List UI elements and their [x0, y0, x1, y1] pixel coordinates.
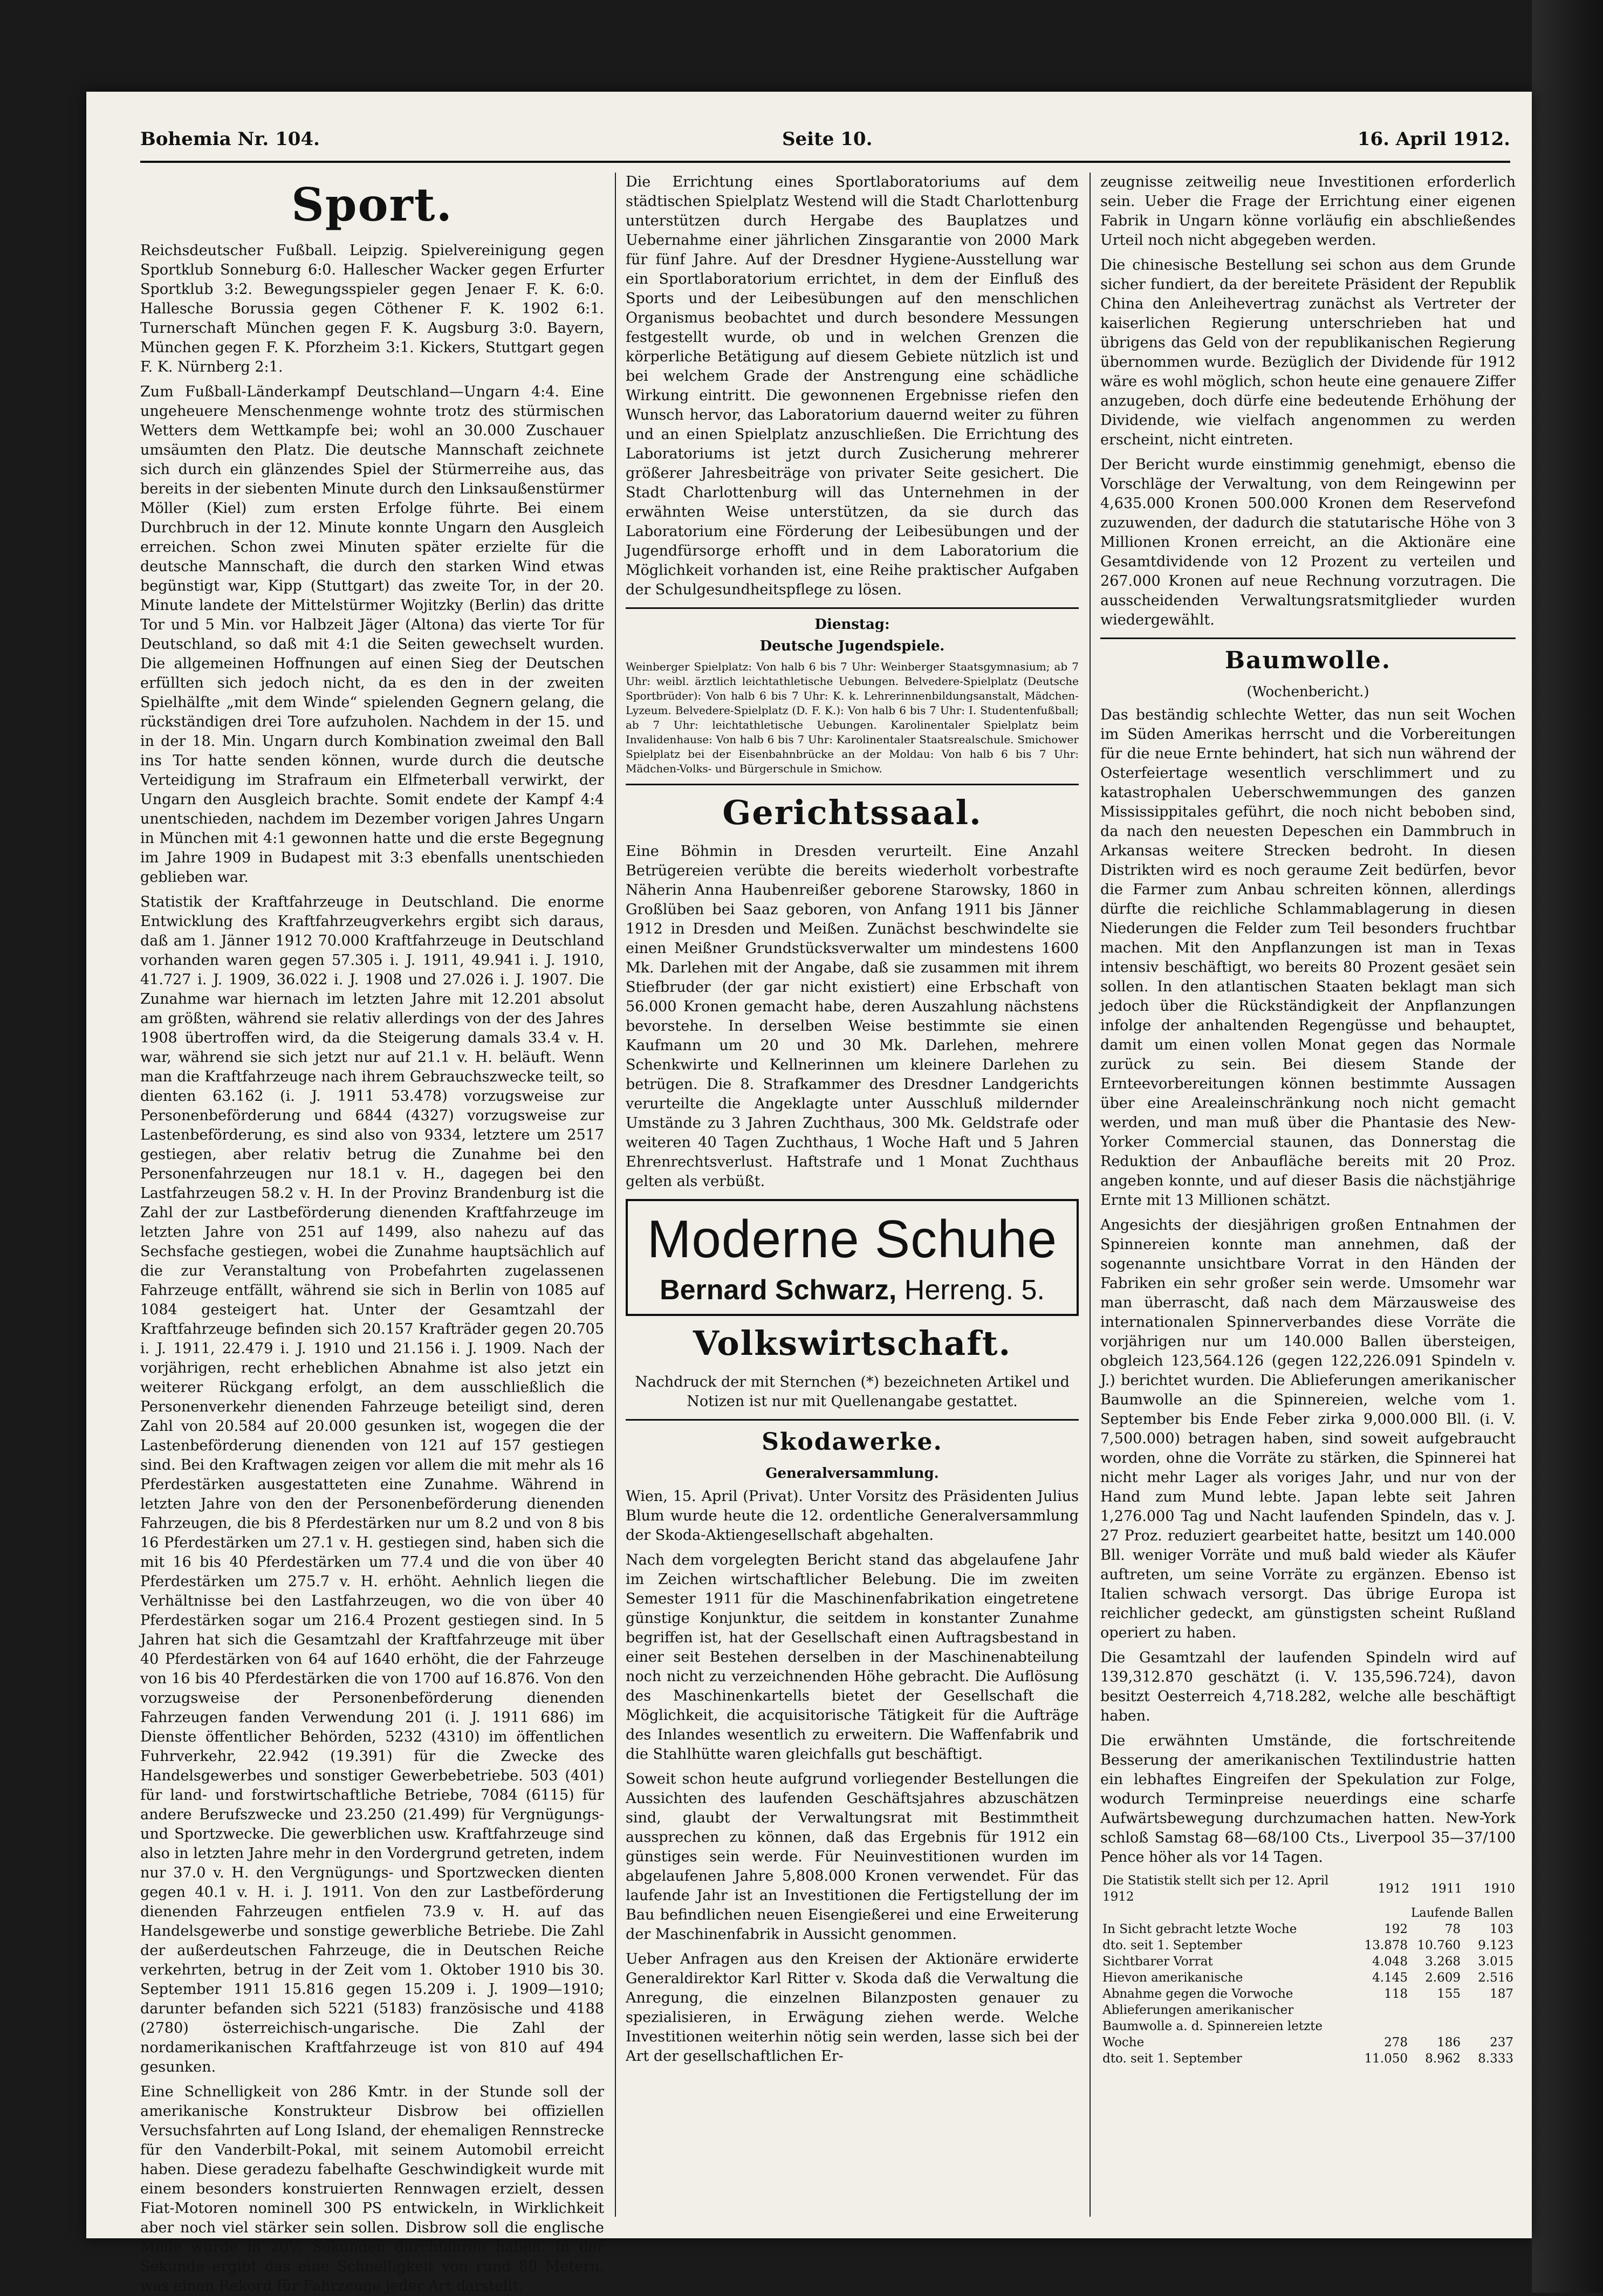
row-label: Hievon amerikanische: [1102, 1971, 1243, 1985]
column-1: [140, 173, 604, 2294]
column-divider: [615, 173, 616, 2217]
sport-paragraph: Zum Fußball-Länderkampf Deutschland—Ungarn 4:4. Eine ungeheuere Menschenmenge wohnte trotz des stürmischen Wetters dem Wettkampfe bei; wohl an 30.000 Zuschauer umsäumten den Platz. Die deutsche Mannschaft zeichnete sich durch ein glänzendes Spiel der Stürmerreihe aus, das bereits in der siebenten Minute durch den Linksaußenstürmer Möller (Kiel) zum ersten Erfolge führte. Bei einem Durchbruch in der 12. Minute konnte Ungarn den Ausgleich erreichen. Schon zwei Minuten später erzielte für die deutsche Mannschaft, die durch den starken Wind etwas begünstigt war, Kipp (Stuttgart) das zweite Tor, in der 20. Minute landete der Mittelstürmer Wojitzky (Berlin) das dritte Tor und 5 Min. vor Halbzeit Jäger (Altona) das vierte Tor für Deutschland, so daß mit 4:1 die Seiten gewechselt wurden. Die allgemeinen Hoffnungen auf einen Sieg der Deutschen erfüllten sich jedoch nicht, da es den in der zweiten Spielhälfte „mit dem Winde“ spielenden Gegnern gelang, die rückständigen drei Tore aufzuholen. Nachdem in der 15. und in der 18. Min. Ungarn durch Kombination zweimal den Ball ins Tor hatte senden können, wurde durch die deutsche Verteidigung im Strafraum ein Elfmeterball verwirkt, der Ungarn den Ausgleich brachte. Somit endete der Kampf 4:4 unentschieden, nachdem im Dezember vorigen Jahres Ungarn in München mit 4:1 gewonnen hatte und die erste Begegnung im Jahre 1909 in Budapest mit 3:3 ebenfalls unentschieden geblieben war.: [140, 383, 604, 886]
cell-value: 9.123: [1478, 1938, 1513, 1952]
row-label: dto. seit 1. September: [1102, 2052, 1242, 2066]
row-label: Ablieferungen amerikanischer Baumwolle a. d. Spinnereien letzte Woche: [1102, 2003, 1323, 2050]
ad-title: Moderne Schuhe: [647, 1209, 1058, 1269]
page-header: [140, 124, 1510, 156]
row-label: dto. seit 1. September: [1102, 1938, 1242, 1952]
table-row: [1100, 1970, 1516, 1986]
baumwolle-paragraph: Angesichts der diesjährigen großen Entnahmen der Spinnereien konnte man annehmen, daß der sogenannte unsichtbare Vorrat in den Händen der Fabriken ein sehr großer sein werde. Umsomehr war man überrascht, daß nach dem Märzausweise des internationalen Spinnerverbandes diese Vorräte die vorjährigen nur um 140.000 Ballen übersteigen, obgleich 123,564.126 (gegen 122,226.091 Spindeln v. J.) berichtet wurden. Die Ablieferungen amerikanischer Baumwolle an die Spinnereien, welche vom 1. September bis Ende Feber zirka 9,000.000 Bll. (i. V. 7,500.000) betragen haben, sind soweit aufgebraucht worden, ohne die Vorräte zu stärken, die Spinnerei hat nicht mehr Lager als voriges Jahr, und nur von der Hand zum Mund lebte. Japan lebte seit Jahren 1,276.000 Tag und Nacht laufenden Spindeln, das v. J. 27 Proz. reduziert gearbeitet hatte, besitzt um 140.000 Bll. weniger Vorräte und muß bald wieder als Käufer auftreten, um seine Vorräte zu ergänzen. Ebenso ist Italien schwach versorgt. Das übrige Europa ist reichlicher gedeckt, am günstigsten scheint Rußland operiert zu haben.: [1100, 1217, 1516, 1641]
cell-value: 237: [1490, 2035, 1513, 2050]
table-row: [1100, 2002, 1516, 2051]
cell-value: 8.962: [1425, 2052, 1461, 2066]
cell-value: 103: [1490, 1922, 1513, 1936]
baumwolle-paragraph: Das beständig schlechte Wetter, das nun seit Wochen im Süden Amerikas herrscht und die Vorbereitungen für die neue Ernte behindert, hat sich nun während der Osterfeiertage wesentlich verschlimmert und zu katastrophalen Ueberschwemmungen des ganzen Mississippitales geführt, die noch nicht beboben sind, da nach den neuesten Depeschen ein Dammbruch in Arkansas weitere Strecken bedroht. In diesen Distrikten wird es noch geraume Zeit bedürfen, bevor die Farmer zum Anbau schreiten können, allerdings dürfte die reichliche Schlammablagerung in diesen Niederungen die Felder zum Teil besonders fruchtbar machen. Mit den Anpflanzungen ist man in Texas intensiv beschäftigt, wo bereits 80 Prozent gesäet sein sollen. In den atlantischen Staaten beklagt man sich jedoch über die Rückständigkeit der Anpflanzungen infolge der anhaltenden Regengüsse und behauptet, damit um einen vollen Monat gegen das Normale zurück zu sein. Bei diesem Stande der Ernteevorbereitungen können bestimmte Aussagen über eine Arealeinschränkung noch nicht gemacht werden, und man muß über die Phantasie des New-Yorker Commercial staunen, das Donnerstag die Reduktion der Anbaufläche bereits mit 20 Proz. angeben konnte, und auf dieser Basis die nächstjährige Ernte mit 13 Millionen schätzt.: [1100, 707, 1516, 1209]
header-date: 16. April 1912.: [1357, 128, 1510, 150]
skoda-title: Skodawerke.: [762, 1428, 943, 1456]
cell-value: 8.333: [1478, 2052, 1513, 2066]
skoda-subtitle: Generalversammlung.: [765, 1465, 939, 1482]
header-page-number: Seite 10.: [782, 128, 873, 150]
ad-contact: [639, 1274, 1066, 1306]
ad-address: Herreng. 5.: [904, 1274, 1045, 1306]
table-row: [1100, 1954, 1516, 1970]
cell-value: 2.516: [1478, 1971, 1513, 1985]
jugend-subtitle: Deutsche Jugendspiele.: [759, 638, 945, 654]
cell-value: 78: [1444, 1922, 1461, 1936]
cell-value: 13.878: [1364, 1938, 1408, 1952]
skoda-paragraph: Wien, 15. April (Privat). Unter Vorsitz des Präsidenten Julius Blum wurde heute die 12. ordentliche Generalversammlung der Skoda-Aktiengesellschaft abgehalten.: [626, 1488, 1079, 1544]
column-divider: [1090, 173, 1091, 2217]
skoda-continued: Die chinesische Bestellung sei schon aus dem Grunde sicher fundiert, da der bereitete Präsident der Republik China den Anleihevertrag zunächst als Vertreter der kaiserlichen Regierung unterschrieben hat und übrigens das Geld von der republikanischen Regierung übernommen wurde. Bezüglich der Dividende für 1912 wäre es wohl möglich, schon heute eine genauere Ziffer anzugeben, doch dürfe eine bedeutende Erhöhung der Dividende, wie vielfach angenommen zu werden erscheint, nicht eintreten.: [1100, 257, 1516, 448]
year-header: 1911: [1430, 1882, 1462, 1896]
newspaper-page: [86, 92, 1532, 2294]
row-label: In Sicht gebracht letzte Woche: [1102, 1922, 1297, 1936]
table-header-row: [1100, 1873, 1516, 1905]
stats-intro: Die Statistik stellt sich per 12. April 1912: [1102, 1874, 1329, 1904]
stats-unit: Laufende Ballen: [1410, 1906, 1513, 1920]
skoda-paragraph: Ueber Anfragen aus den Kreisen der Aktionäre erwiderte Generaldirektor Karl Ritter v. Skoda daß die Verwaltung die Anregung, die einzelnen Bilanzposten genauer zu spezialisieren, in Erwägung ziehen werde. Welche Investitionen weiterhin nötig sein werden, lasse sich bei der Art der gesellschaftlichen Er-: [626, 1951, 1079, 2065]
cell-value: 192: [1384, 1922, 1408, 1936]
header-rule: [140, 161, 1510, 163]
cell-value: 10.760: [1417, 1938, 1461, 1952]
section-title-sport: Sport.: [291, 178, 453, 231]
sport-paragraph: Reichsdeutscher Fußball. Leipzig. Spielvereinigung gegen Sportklub Sonneburg 6:0. Hallescher Wacker gegen Erfurter Sportklub 3:2. Bewegungsspieler gegen Jenaer F. K. 6:0. Hallesche Borussia gegen Cöthener F. K. 1902 6:1. Turnerschaft München gegen F. K. Augsburg 3:0. Bayern, München gegen F. K. Pforzheim 3:1. Kickers, Stuttgart gegen F. K. Nürnberg 2:1.: [140, 242, 604, 375]
cotton-statistics-table: [1100, 1873, 1516, 2067]
advertisement: [626, 1199, 1079, 1316]
cell-value: 3.015: [1478, 1955, 1513, 1969]
divider: [626, 784, 1079, 785]
scan-border: [1532, 0, 1603, 2293]
table-row: [1100, 2051, 1516, 2067]
skoda-continued: zeugnisse zeitweilig neue Investitionen erforderlich sein. Ueber die Frage der Errichtung einer eigenen Fabrik in Ungarn könne vorläufig ein abschließendes Urteil noch nicht abgegeben werden.: [1100, 174, 1516, 249]
cell-value: 11.050: [1364, 2052, 1408, 2066]
sportlab-article: Die Errichtung eines Sportlaboratoriums auf dem städtischen Spielplatz Westend will die Stadt Charlottenburg unterstützen durch Hergabe des Bauplatzes und Uebernahme einer jährlichen Zinsgarantie von 2000 Mark für fünf Jahre. Auf der Dresdner Hygiene-Ausstellung war ein Sportlaboratorium errichtet, in dem der Einfluß des Sports und der Leibesübungen auf den menschlichen Organismus beobachtet und durch besondere Messungen festgestellt wurde, ob und in welchen Grenzen die körperliche Betätigung auf diesem Gebiete nützlich ist und bei welchem Grade der Anstrengung eine schädliche Wirkung eintritt. Die gewonnenen Ergebnisse riefen den Wunsch hervor, das Laboratorium dauernd weiter zu führen und an einen Spielplatz anzuschließen. Die Errichtung des Laboratoriums ist jetzt durch Zusicherung mehrerer größerer Jahresbeiträge von privater Seite gesichert. Die Stadt Charlottenburg will das Unternehmen in der erwähnten Weise unterstützen, da sie durch das Laboratorium eine Förderung der Leibesübungen und der Jugendfürsorge erhofft und in dem Laboratorium die Möglichkeit vorhanden ist, eine Reihe praktischer Aufgaben der Schulgesundheitspflege zu lösen.: [626, 174, 1079, 598]
divider: [1100, 638, 1516, 639]
cell-value: 3.268: [1425, 1955, 1461, 1969]
year-header: 1910: [1483, 1882, 1515, 1896]
column-3: [1100, 173, 1516, 2217]
gericht-article: Eine Böhmin in Dresden verurteilt. Eine Anzahl Betrügereien verübte die bereits wiederholt vorbestrafte Näherin Anna Haubenreißer geborene Starowsky, 1860 in Großlüben bei Saaz geboren, von Anfang 1911 bis Jänner 1912 in Dresden und Meißen. Zunächst beschwindelte sie einen Meißner Grundstücksverwalter um mindestens 1600 Mk. Darlehen mit der Angabe, daß sie zusammen mit ihrem Stiefbruder (der gar nicht existiert) eine Erbschaft von 56.000 Kronen gemacht habe, deren Auszahlung nächstens bevorstehe. In derselben Weise bestimmte sie einen Kaufmann um 20 und 30 Mk. Darlehen, mehrere Schenkwirte und Kellnerinnen um kleinere Darlehen zu betrügen. Die 8. Strafkammer des Dresdner Landgerichts verurteilte die Angeklagte unter Ausschluß mildernder Umstände zu 3 Jahren Zuchthaus, 300 Mk. Geldstrafe oder weiteren 40 Tagen Zuchthaus, 1 Woche Haft und 5 Jahren Ehrenrechtsverlust. Haftstrafe und 1 Monat Zuchthaus gelten als verbüßt.: [626, 843, 1079, 1190]
jugend-title: Dienstag:: [814, 616, 890, 633]
baumwolle-paragraph: Die Gesamtzahl der laufenden Spindeln wird auf 139,312.870 geschätzt (i. V. 135,596.724), davon besitzt Oesterreich 4,718.282, welche alle beschäftigt haben.: [1100, 1649, 1516, 1724]
cell-value: 2.609: [1425, 1971, 1461, 1985]
section-title-gerichtssaal: Gerichtssaal.: [722, 793, 982, 832]
cell-value: 186: [1437, 2035, 1461, 2050]
ad-name: Bernard Schwarz,: [660, 1274, 897, 1306]
column-2: [626, 173, 1079, 2217]
baumwolle-paragraph: Die erwähnten Umstände, die fortschreitende Besserung der amerikanischen Textilindustrie hatten ein lebhaftes Eingreifen der Spekulation zur Folge, wodurch Terminpreise neuerdings eine scharfe Aufwärtsbewegung durchzumachen hatten. New-York schloß Samstag 68—68/100 Cts., Liverpool 35—37/100 Pence höher als vor 14 Tagen.: [1100, 1732, 1516, 1866]
skoda-paragraph: Soweit schon heute aufgrund vorliegender Bestellungen die Aussichten des laufenden Geschäftsjahres abzuschätzen sind, glaubt der Verwaltungsrat mit Bestimmtheit aussprechen zu können, daß das Ergebnis für 1912 ein günstiges sein werde. Für Neuinvestitionen wurden im abgelaufenen Jahre 5,808.000 Kronen verwendet. Für das laufende Jahr ist an Investitionen die Fertigstellung der im Bau befindlichen neuen Eisengießerei und eine Erweiterung der Maschinenfabrik in Aussicht genommen.: [626, 1771, 1079, 1943]
divider: [626, 607, 1079, 609]
skoda-continued: Der Bericht wurde einstimmig genehmigt, ebenso die Vorschläge der Verwaltung, von dem Reingewinn per 4,635.000 Kronen 500.000 Kronen dem Reservefond zuzuwenden, der dadurch die statutarische Höhe von 3 Millionen Kronen erreicht, an die Aktionäre eine Gesamtdividende von 12 Prozent zu verteilen und 267.000 Kronen auf neue Rechnung vorzutragen. Die ausscheidenden Verwaltungsratsmitglieder wurden wiedergewählt.: [1100, 456, 1516, 628]
cell-value: 278: [1384, 2035, 1408, 2050]
header-publication: Bohemia Nr. 104.: [140, 128, 320, 150]
year-header: 1912: [1378, 1882, 1409, 1896]
reprint-note: Nachdruck der mit Sternchen (*) bezeichneten Artikel und Notizen ist nur mit Quellenangabe gestattet.: [635, 1374, 1070, 1410]
row-label: Abnahme gegen die Vorwoche: [1102, 1987, 1293, 2001]
sport-paragraph: Statistik der Kraftfahrzeuge in Deutschland. Die enorme Entwicklung des Kraftfahrzeugverkehrs ergibt sich daraus, daß am 1. Jänner 1912 70.000 Kraftfahrzeuge in Deutschland vorhanden waren gegen 57.305 i. J. 1911, 49.941 i. J. 1910, 41.727 i. J. 1909, 36.022 i. J. 1908 und 27.026 i. J. 1907. Die Zunahme war hiernach im letzten Jahre mit 12.201 absolut am größten, während sie relativ allerdings von der des Jahres 1908 übertroffen wird, da die Steigerung damals 33.4 v. H. war, während sie sich jetzt nur auf 21.1 v. H. beläuft. Wenn man die Kraftfahrzeuge nach ihrem Gebrauchszwecke teilt, so dienten 63.162 (i. J. 1911 53.478) vorzugsweise zur Personenbeförderung und 6844 (4327) vorzugsweise zur Lastenbeförderung, es sind also von 9334, letztere um 2517 gestiegen, aber relativ betrug die Zunahme bei den Personenfahrzeugen nur 18.1 v. H., dagegen bei den Lastfahrzeugen 58.2 v. H. In der Provinz Brandenburg ist die Zahl der zur Lastbeförderung dienenden Kraftfahrzeuge im letzten Jahre von 251 auf 1499, also nahezu auf das Sechsfache gestiegen, wobei die Zunahme hauptsächlich auf die zur Veranstaltung von Probefahrten zugelassenen Fahrzeuge entfällt, während sie sich in Berlin von 1085 auf 1084 gesteigert hat. Unter der Gesamtzahl der Kraftfahrzeuge befinden sich 20.157 Krafträder gegen 20.705 i. J. 1911, 22.479 i. J. 1910 und 21.156 i. J. 1909. Nach der vorjährigen, recht erheblichen Abnahme ist also jetzt ein weiterer Rückgang erfolgt, an dem ausschließlich die Personenverkehr dienenden Fahrzeuge beteiligt sind, deren Zahl von 20.584 auf 20.000 gesunken ist, wogegen die der Lastenbeförderung dienenden von 121 auf 157 gestiegen sind. Bei den Kraftwagen zeigen vor allem die mit mehr als 16 Pferdestärken ausgestatteten eine Zunahme. Während in letzten Jahre von den der Personenbeförderung dienenden Fahrzeugen, die bis 8 Pferdestärken nur um 8.2 und von 8 bis 16 Pferdestärken um 27.1 v. H. gestiegen sind, haben sich die mit 16 bis 40 Pferdestärken um 77.4 und die von über 40 Pferdestärken um 275.7 v. H. erhöht. Aehnlich liegen die Verhältnisse bei den Lastfahrzeugen, wo die von über 40 Pferdestärken sogar um 216.4 Prozent gestiegen sind. In 5 Jahren hat sich die Gesamtzahl der Kraftfahrzeuge mit über 40 Pferdestärken von 64 auf 1640 erhöht, die der Fahrzeuge von 16 bis 40 Pferdestärken die von 1700 auf 16.876. Von den vorzugsweise der Personenbeförderung dienenden Fahrzeugen fanden Verwendung 201 (i. J. 1911 686) im Dienste öffentlicher Behörden, 5232 (4310) im öffentlichen Fuhrverkehr, 22.942 (19.391) für die Zwecke des Handelsgewerbes und sonstiger Gewerbebetriebe. 503 (401) für land- und forstwirtschaftliche Betriebe, 7084 (6115) für andere Berufszwecke und 23.250 (21.499) für Vergnügungs- und Sportzwecke. Die gewerblichen usw. Kraftfahrzeuge sind also in letzten Jahre mehr in den Vordergrund getreten, indem nur 37.0 v. H. den Vergnügungs- und Sportzwecken dienten gegen 40.1 v. H. i. J. 1911. Von den zur Lastbeförderung dienenden Fahrzeugen entfielen 73.9 v. H. auf das Handelsgewerbe und sonstige gewerbliche Betriebe. Die Zahl der außerdeutschen Fahrzeuge, die in Deutschen Reiche verkehrten, betrug in der Zeit vom 1. Oktober 1910 bis 30. September 1911 15.816 gegen 15.209 i. J. 1909—1910; darunter befanden sich 5221 (5183) französische und 4188 (2780) österreichisch-ungarische. Die Zahl der nordamerikanischen Kraftfahrzeuge ist von 810 auf 494 gesunken.: [140, 894, 604, 2075]
table-subheader-row: [1100, 1905, 1516, 1921]
section-title-baumwolle: Baumwolle.: [1224, 647, 1392, 674]
row-label: Sichtbarer Vorrat: [1102, 1955, 1213, 1969]
sport-paragraph: Eine Schnelligkeit von 286 Kmtr. in der Stunde soll der amerikanische Konstrukteur Disbrow bei offiziellen Versuchsfahrten auf Long Island, der ehemaligen Rennstrecke für den Vanderbilt-Pokal, mit seinem Automobil erreicht haben. Diese geradezu fabelhafte Geschwindigkeit wurde mit einem besonders konstruierten Rennwagen erzielt, dessen Fiat-Motoren nominell 300 PS entwickeln, in Wirklichkeit aber noch viel stärker sein sollen. Disbrow soll die englische Meile wurde in 20⅕ Sekunden durchfahren haben. In der Sekunde ergibt das eine Schnelligkeit von rund 80 Metern, was einen Rekord für Fahrzeuge jeder Art darstellt.: [140, 2083, 604, 2294]
skoda-paragraph: Nach dem vorgelegten Bericht stand das abgelaufene Jahr im Zeichen wirtschaftlicher Belebung. Die im zweiten Semester 1911 für die Maschinenfabrikation eingetretene günstige Konjunktur, die seitdem in konstanter Zunahme begriffen ist, hat der Gesellschaft einen Auftragsbestand in einer seit Bestehen derselben in der Maschinenabteilung noch nicht zu verzeichnenden Höhe gebracht. Die Auflösung des Maschinenkartells bietet der Gesellschaft die Möglichkeit, die acquisitorische Tätigkeit für die Aufträge des Inlandes wesentlich zu erweitern. Die Waffenfabrik und die Stahlhütte waren gleichfalls gut beschäftigt.: [626, 1552, 1079, 1763]
cell-value: 155: [1437, 1987, 1461, 2001]
cell-value: 4.145: [1372, 1971, 1408, 1985]
cell-value: 187: [1490, 1987, 1513, 2001]
jugend-schedule: Weinberger Spielplatz: Von halb 6 bis 7 Uhr: Weinberger Staatsgymnasium; ab 7 Uhr: weibl. ärztlich leichtathletische Uebungen. Belvedere-Spielplatz (Deutsche Sportbrüder): Von halb 6 bis 7 Uhr: K. k. Lehrerinnenbildungsanstalt, Mädchen-Lyzeum. Belvedere-Spielplatz (D. F. K.): Von halb 6 bis 7 Uhr: I. Studentenfußball; ab 7 Uhr: leichtathletische Uebungen. Karolinentaler Spielplatz beim Invalidenhause: Von halb 6 bis 7 Uhr: Karolinentaler Staatsrealschule. Smichower Spielplatz bei der Eisenbahnbrücke an der Moldau: Von halb 6 bis 7 Uhr: Mädchen-Volks- und Bürgerschule in Smichow.: [626, 660, 1079, 775]
table-row: [1100, 1937, 1516, 1954]
divider: [626, 1419, 1079, 1421]
table-row: [1100, 1986, 1516, 2002]
baumwolle-subtitle: (Wochenbericht.): [1246, 684, 1369, 700]
table-row: [1100, 1921, 1516, 1937]
cell-value: 4.048: [1372, 1955, 1408, 1969]
cell-value: 118: [1384, 1987, 1408, 2001]
section-title-volkswirtschaft: Volkswirtschaft.: [693, 1324, 1012, 1363]
